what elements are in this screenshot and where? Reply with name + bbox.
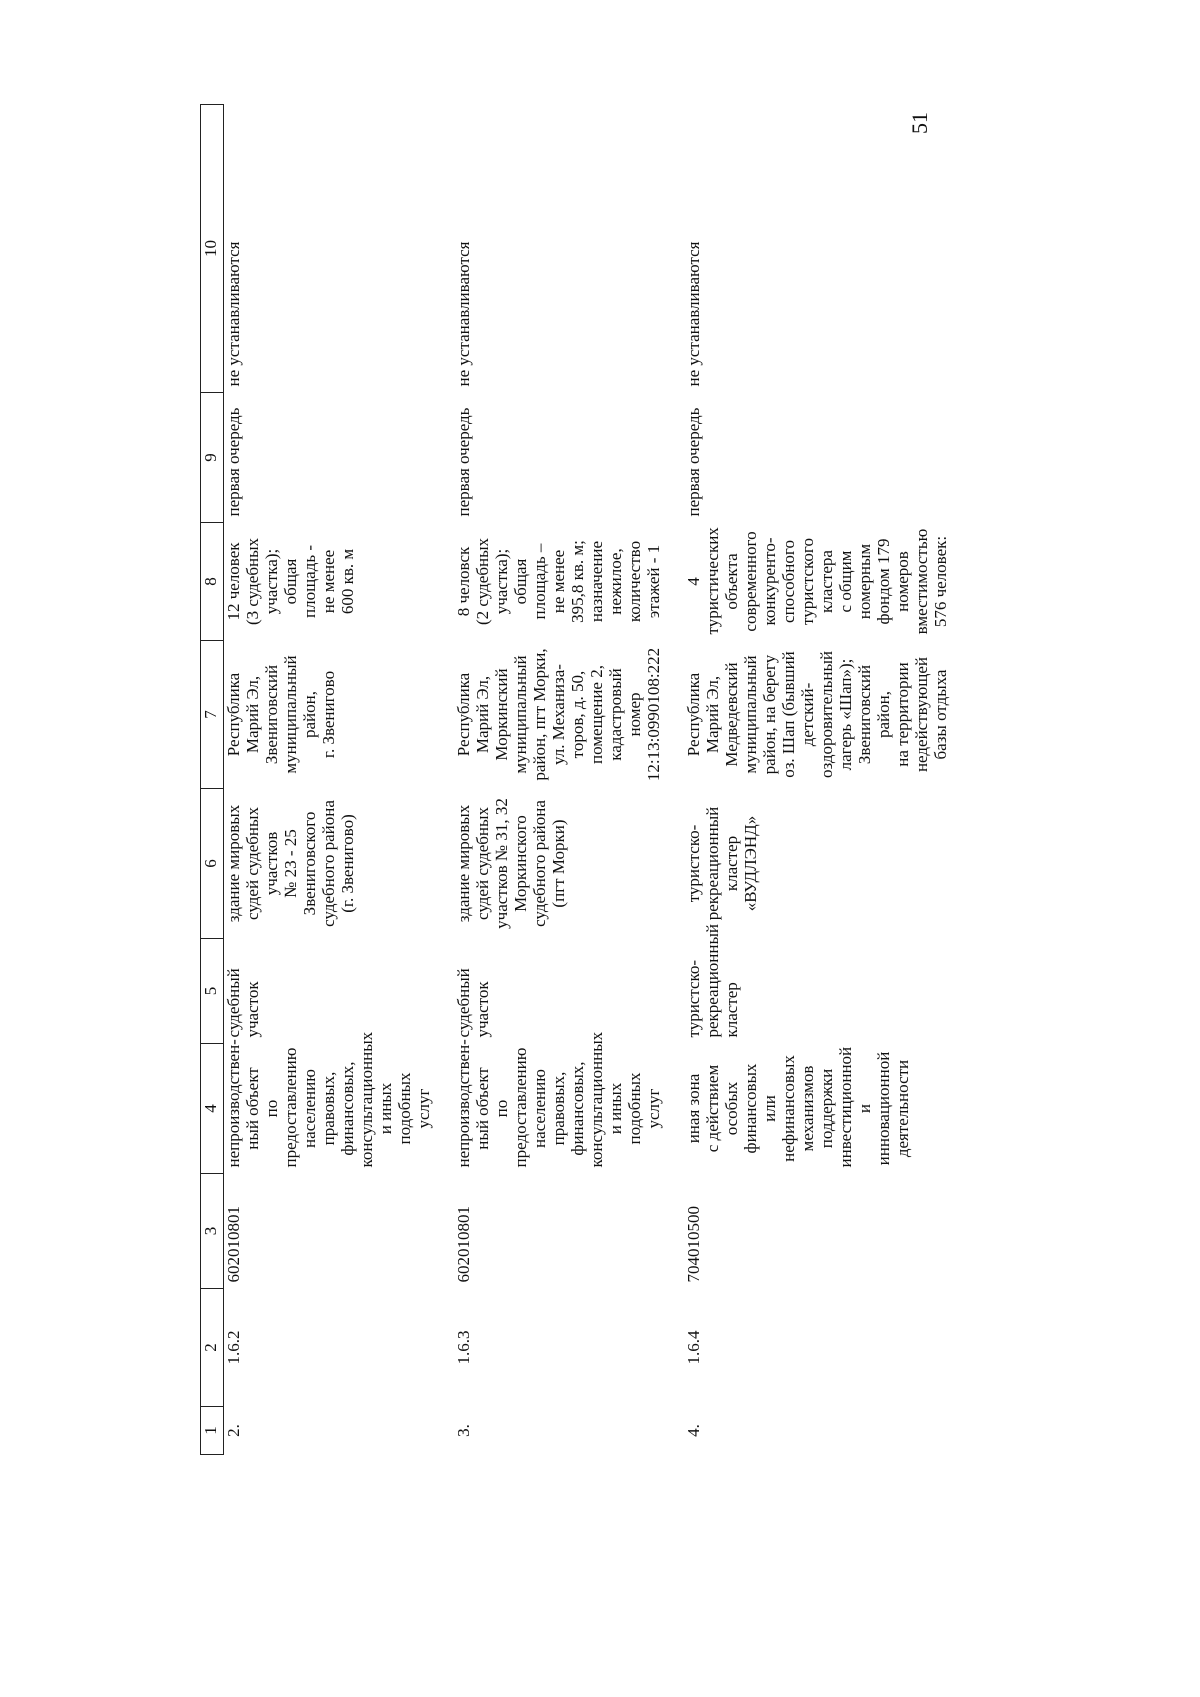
object-location: Республика Марий Эл, Моркинский муниципальный район, пгт Морки, ул. Механиза- торов, д. 50, помещение 2, кадастровый номер 12:13:0990108:222 xyxy=(453,647,663,782)
table-row xyxy=(454,105,684,1455)
row-number: 3. xyxy=(453,1424,473,1437)
object-characteristics: 12 человек (3 судебных участка); общая площадь - не менее 600 кв. м xyxy=(224,537,358,626)
object-characteristics: 4 туристических объекта современного конкуренто- способного туристского кластера с общим номерным фондом 179 номеров вместимостью 576 человек: xyxy=(683,527,950,635)
column-header: 2 xyxy=(201,1289,224,1407)
object-type: непроизводствен- ный объект по предоставлению населению правовых, финансовых, консультационных и иных подобных услуг xyxy=(453,1031,663,1168)
object-name: здание мировых судей судебных участков № 31, 32 Моркинского судебного района (пгт Морки) xyxy=(453,798,568,929)
table-header-row xyxy=(201,105,224,1455)
implementation-stage: первая очередь xyxy=(453,407,473,517)
page-number: 51 xyxy=(907,112,932,134)
column-header: 9 xyxy=(201,393,224,523)
object-code: 1.6.3 xyxy=(453,1330,473,1365)
oktmo-code: 704010500 xyxy=(683,1206,703,1283)
row-number: 2. xyxy=(224,1424,243,1437)
special-zones: не устанавливаются xyxy=(224,241,243,387)
object-type: иная зона с действием особых финансовых или нефинансовых механизмов поддержки инвестиционной и инновационной деятельности xyxy=(683,1046,912,1168)
table-row xyxy=(224,105,454,1455)
row-number: 4. xyxy=(683,1424,703,1437)
implementation-stage: первая очередь xyxy=(683,407,703,517)
object-name: здание мировых судей судебных участков № 23 - 25 Звениговского судебного района (г. Звенигово) xyxy=(224,800,358,927)
object-location: Республика Марий Эл, Звениговский муниципальный район, г. Звенигово xyxy=(224,655,339,774)
column-header: 1 xyxy=(201,1407,224,1455)
object-type: непроизводствен- ный объект по предоставлению населению правовых, финансовых, консультационных и иных подобных услуг xyxy=(224,1031,434,1168)
column-header: 6 xyxy=(201,789,224,939)
column-header: 7 xyxy=(201,641,224,789)
objects-table xyxy=(200,104,950,1455)
object-kind: судебный участок xyxy=(453,968,492,1038)
object-kind: туристско- рекреационный кластер xyxy=(683,923,741,1038)
table-row xyxy=(684,105,950,1455)
object-characteristics: 8 человск (2 судебных участка); общая площадь – не менее 395,8 кв. м; назначение нежилое, количество этажей - 1 xyxy=(453,537,663,626)
column-header: 5 xyxy=(201,939,224,1044)
special-zones: не устанавливаются xyxy=(453,241,473,387)
column-header: 8 xyxy=(201,523,224,641)
column-header: 4 xyxy=(201,1044,224,1174)
object-kind: судебный участок xyxy=(224,968,263,1038)
oktmo-code: 602010801 xyxy=(453,1206,473,1283)
column-header: 3 xyxy=(201,1174,224,1289)
object-location: Республика Марий Эл, Медведевский муниципальный район, на берегу оз. Шап (бывший детский- оздоровительный лагерь «Шап»); Звениговский район, на территории недействующей базы отдыха xyxy=(683,651,950,779)
oktmo-code: 602010801 xyxy=(224,1206,243,1283)
column-header: 10 xyxy=(201,105,224,393)
object-code: 1.6.2 xyxy=(224,1330,243,1365)
implementation-stage: первая очередь xyxy=(224,407,243,517)
special-zones: не устанавливаются xyxy=(683,241,703,387)
object-name: туристско- рекреационный кластер «ВУДЛЭНД» xyxy=(683,806,760,921)
object-code: 1.6.4 xyxy=(683,1330,703,1365)
